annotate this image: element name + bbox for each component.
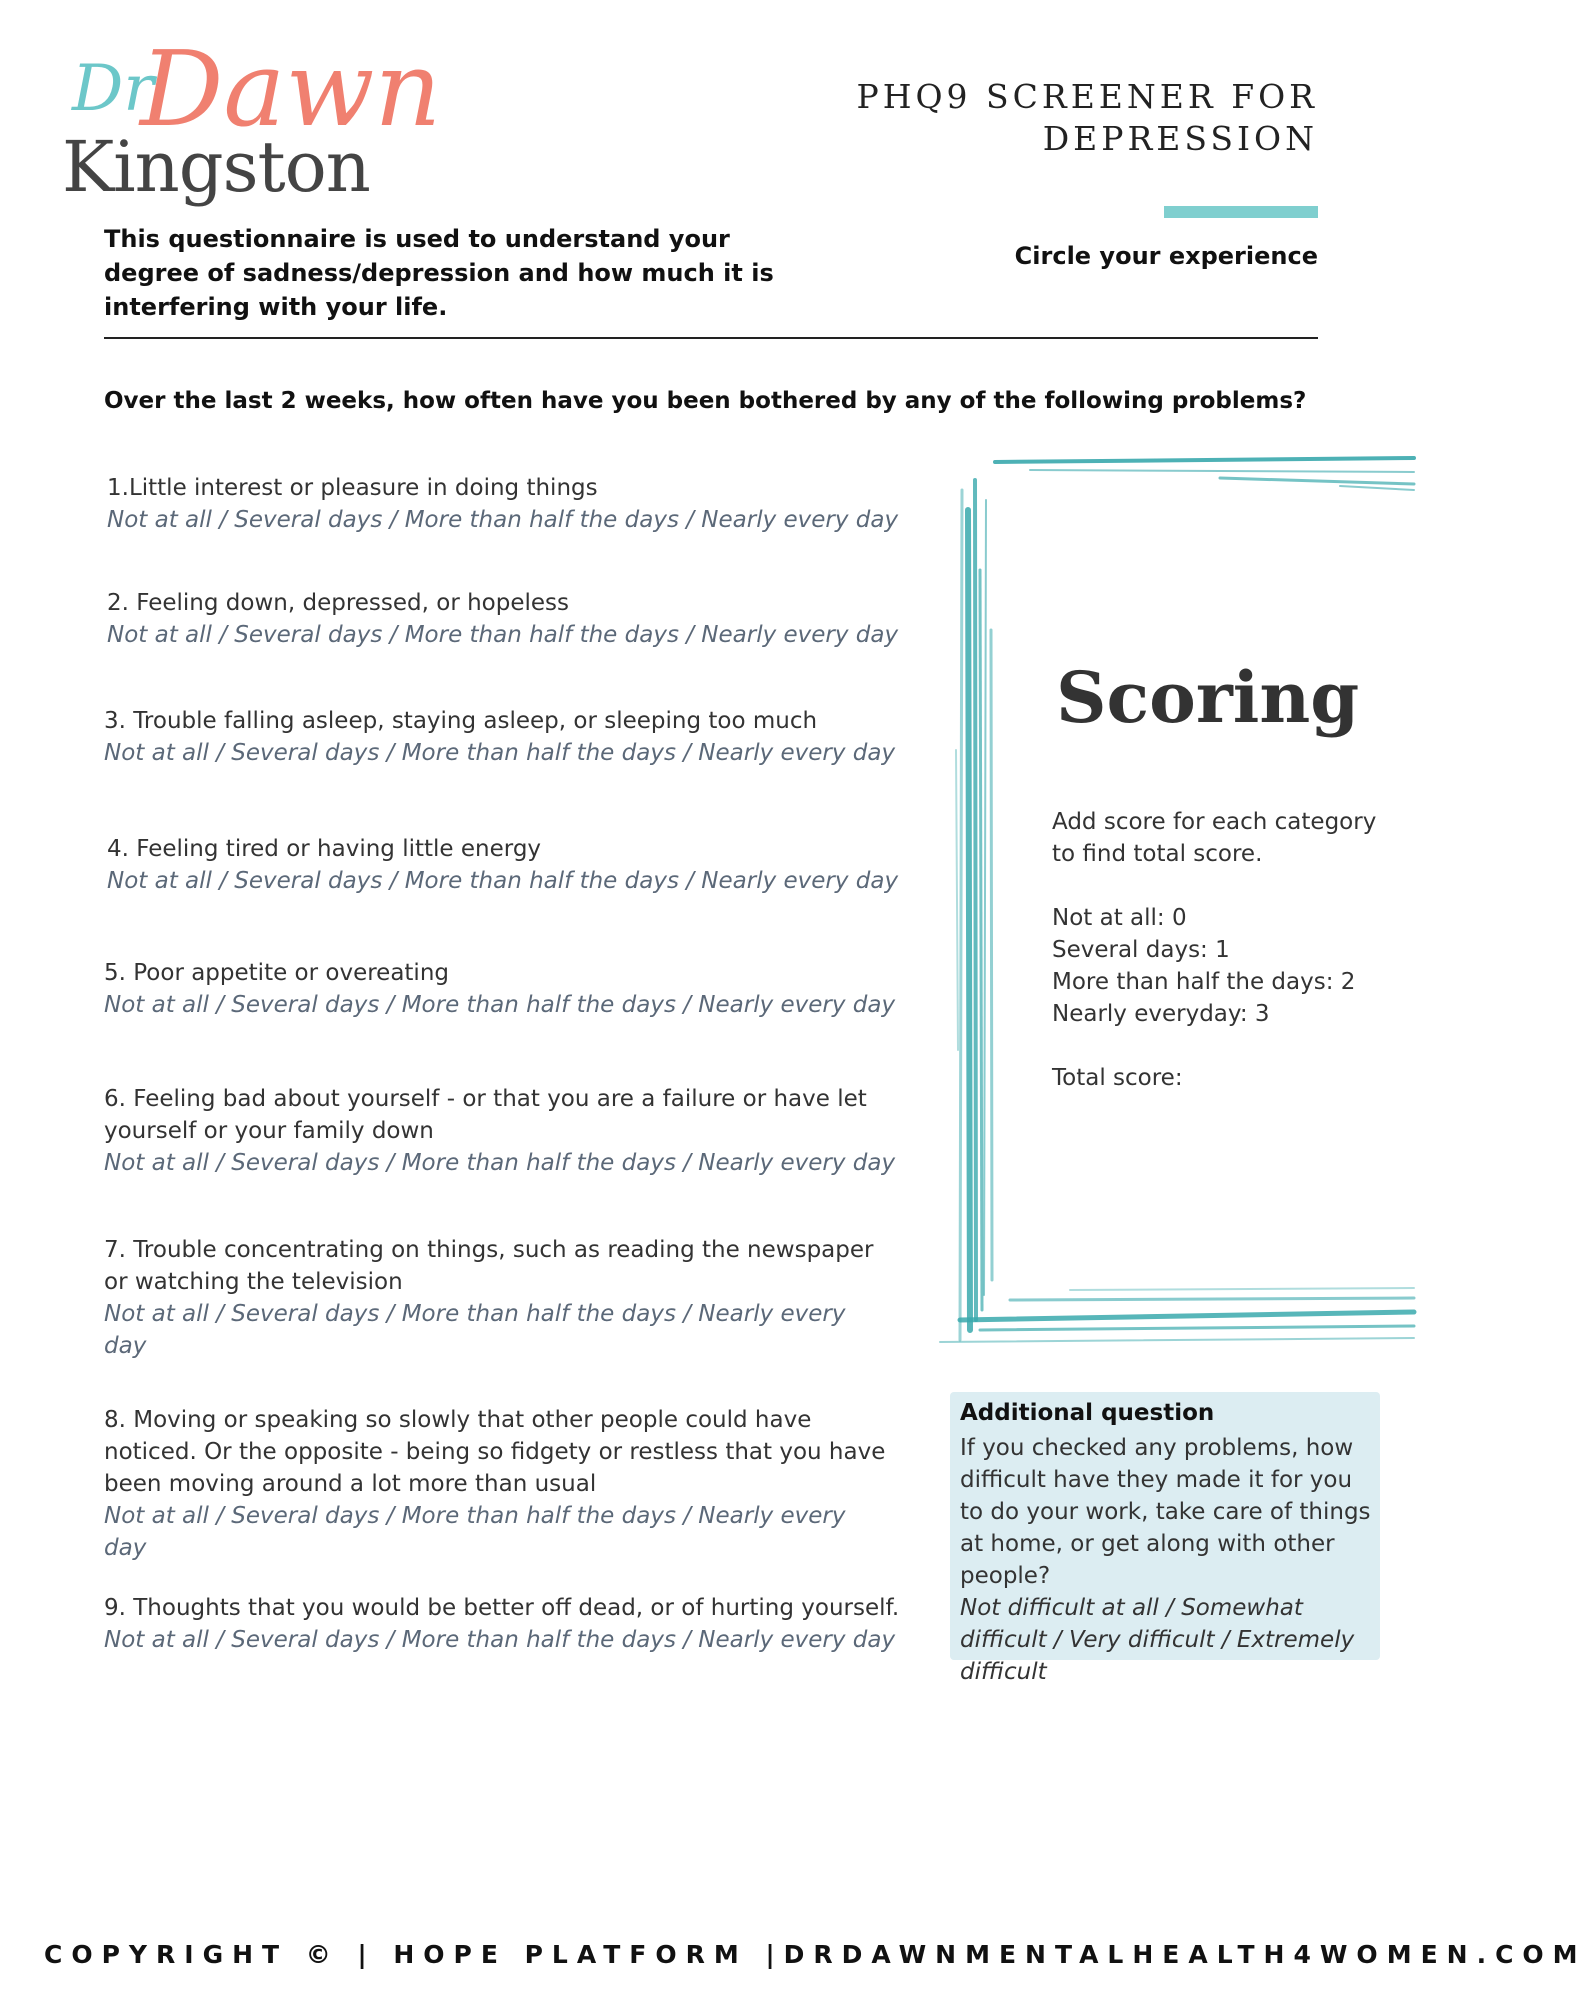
title-accent-bar [1164, 206, 1318, 218]
question-4 [104, 833, 904, 897]
question-text: 6. Feeling bad about yourself - or that you are a failure or have let yourself or your family down [104, 1086, 867, 1144]
question-options[interactable]: Not at all / Several days / More than half the days / Nearly every day [107, 622, 899, 648]
question-text: 8. Moving or speaking so slowly that other people could have noticed. Or the opposite - being so fidgety or restless that you have been moving around a lot more than usual [104, 1407, 886, 1497]
scoring-instruction: Add score for each category to find total score. [1052, 809, 1377, 867]
additional-question-title: Additional question [960, 1400, 1215, 1426]
question-options[interactable]: Not at all / Several days / More than half the days / Nearly every day [104, 1627, 896, 1653]
question-6 [104, 1083, 904, 1179]
question-options[interactable]: Not at all / Several days / More than half the days / Nearly every day [104, 1150, 896, 1176]
question-text: 2. Feeling down, depressed, or hopeless [107, 590, 570, 616]
question-2 [104, 587, 904, 651]
score-value: Several days: 1 [1052, 937, 1230, 963]
question-options[interactable]: Not at all / Several days / More than half the days / Nearly every day [107, 507, 899, 533]
scoring-title: Scoring [1056, 656, 1360, 739]
logo-dr-text: Dr. [72, 52, 168, 126]
question-text: 1.Little interest or pleasure in doing things [107, 475, 598, 501]
question-5 [104, 957, 904, 1021]
page-title [856, 76, 1318, 160]
question-prompt: Over the last 2 weeks, how often have you been bothered by any of the following problems? [104, 388, 1307, 414]
question-text: 3. Trouble falling asleep, staying asleep, or sleeping too much [104, 708, 818, 734]
intro-text: This questionnaire is used to understand your degree of sadness/depression and how much it is interfering with your life. [104, 225, 774, 321]
question-8 [104, 1404, 894, 1564]
question-options[interactable]: Not at all / Several days / More than half the days / Nearly every day [107, 868, 899, 894]
footer-copyright: COPYRIGHT © | HOPE PLATFORM |DRDAWNMENTALHEALTH4WOMEN.COM [44, 1940, 1587, 1969]
question-9 [104, 1592, 904, 1656]
page-title-line1: PHQ9 SCREENER FOR [856, 77, 1318, 116]
score-value: Nearly everyday: 3 [1052, 1001, 1270, 1027]
question-1 [104, 472, 904, 536]
scoring-body [1052, 806, 1382, 1094]
question-text: 7. Trouble concentrating on things, such as reading the newspaper or watching the television [104, 1237, 874, 1295]
total-score-label[interactable]: Total score: [1052, 1065, 1183, 1091]
question-options[interactable]: Not at all / Several days / More than half the days / Nearly every day [104, 740, 896, 766]
additional-question-text: If you checked any problems, how difficult have they made it for you to do your work, take care of things at home, or get along with other people? [960, 1435, 1371, 1589]
question-text: 5. Poor appetite or overeating [104, 960, 449, 986]
question-options[interactable]: Not at all / Several days / More than half the days / Nearly every day [104, 1503, 846, 1561]
question-options[interactable]: Not at all / Several days / More than half the days / Nearly every day [104, 992, 896, 1018]
question-text: 9. Thoughts that you would be better off dead, or of hurting yourself. [104, 1595, 900, 1621]
score-value: More than half the days: 2 [1052, 969, 1356, 995]
logo-surname-text: Kingston [62, 126, 370, 208]
score-value: Not at all: 0 [1052, 905, 1187, 931]
logo-dawn-text: Dawn [140, 28, 442, 150]
circle-instruction: Circle your experience [1014, 242, 1318, 270]
divider [104, 337, 1318, 339]
question-options[interactable]: Not at all / Several days / More than half the days / Nearly every day [104, 1301, 846, 1359]
question-3 [104, 705, 904, 769]
question-7 [104, 1234, 884, 1362]
question-text: 4. Feeling tired or having little energy [107, 836, 542, 862]
page-title-line2: DEPRESSION [1042, 119, 1318, 158]
additional-question-options[interactable]: Not difficult at all / Somewhat difficult / Very difficult / Extremely difficult [960, 1595, 1355, 1685]
